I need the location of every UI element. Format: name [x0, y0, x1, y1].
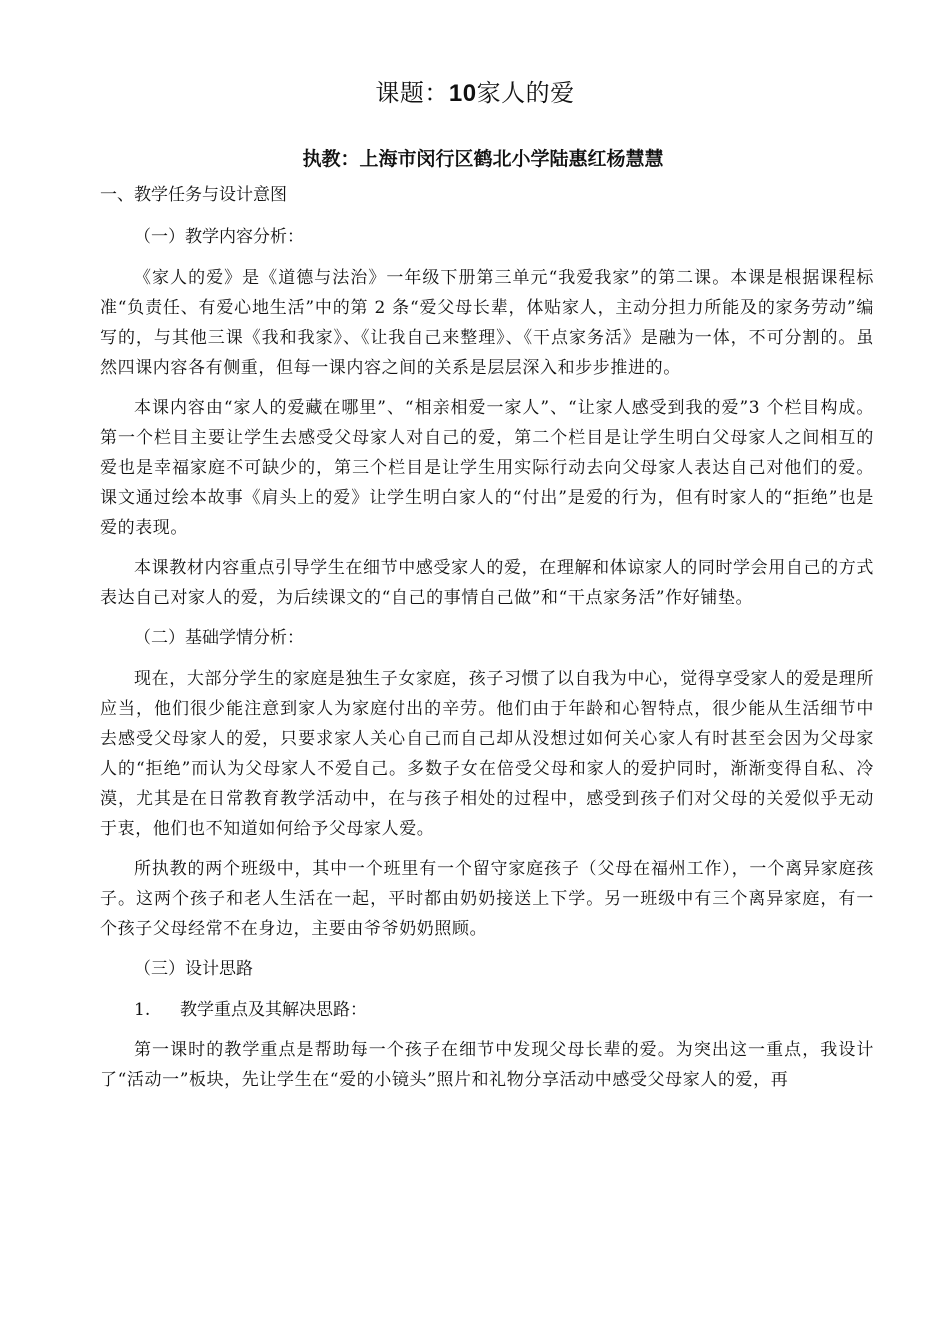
subsection-heading-design: （三）设计思路: [134, 959, 253, 979]
paragraph: 第一课时的教学重点是帮助每一个孩子在细节中发现父母长辈的爱。为突出这一重点，我设计了“活动一”板块，先让学生在“爱的小镜头”照片和礼物分享活动中感受父母家人的爱，再: [100, 1040, 874, 1090]
paragraph: 所执教的两个班级中，其中一个班里有一个留守家庭孩子（父母在福州工作），一个离异家庭孩子。这两个孩子和老人生活在一起，平时都由奶奶接送上下学。另一班级中有三个离异家庭，有一个孩子父母经常不在身边，主要由爷爷奶奶照顾。: [100, 859, 874, 939]
subsection-heading-student-analysis: （二）基础学情分析：: [134, 628, 304, 648]
document-body: [100, 180, 874, 1105]
list-item-number: 1.: [134, 1000, 151, 1020]
paragraph: 《家人的爱》是《道德与法治》一年级下册第三单元“我爱我家”的第二课。本课是根据课程标准“负责任、有爱心地生活”中的第 2 条“爱父母长辈，体贴家人，主动分担力所能及的家务劳动”编写的，与其他三课《我和我家》、《让我自己来整理》、《干点家务活》是融为一体，不可分割的。虽然四课内容各有侧重，但每一课内容之间的关系是层层深入和步步推进的。: [100, 268, 874, 378]
paragraph: 本课教材内容重点引导学生在细节中感受家人的爱，在理解和体谅家人的同时学会用自己的方式表达自己对家人的爱，为后续课文的“自己的事情自己做”和“干点家务活”作好铺垫。: [100, 558, 874, 608]
subsection-heading-content-analysis: （一）教学内容分析：: [134, 227, 304, 247]
title-prefix: 课题：: [375, 79, 449, 107]
author-text: 执教：上海市闵行区鹤北小学陆惠红杨慧慧: [302, 148, 664, 170]
section-heading: 一、教学任务与设计意图: [100, 185, 287, 205]
author-line: [0, 145, 950, 173]
list-item-text: 教学重点及其解决思路：: [180, 1000, 367, 1020]
list-item: [100, 995, 874, 1025]
title-number: 10: [448, 80, 477, 107]
paragraph: 本课内容由“家人的爱藏在哪里”、“相亲相爱一家人”、“让家人感受到我的爱”3 个栏目构成。第一个栏目主要让学生去感受父母家人对自己的爱，第二个栏目是让学生明白父母家人之间相互的爱也是幸福家庭不可缺少的，第三个栏目是让学生用实际行动去向父母家人表达自己对他们的爱。课文通过绘本故事《肩头上的爱》让学生明白家人的“付出”是爱的行为，但有时家人的“拒绝”也是爱的表现。: [100, 398, 874, 538]
lesson-title: [0, 76, 950, 111]
title-suffix: 家人的爱: [476, 79, 575, 107]
paragraph: 现在，大部分学生的家庭是独生子女家庭，孩子习惯了以自我为中心，觉得享受家人的爱是理所应当，他们很少能注意到家人为家庭付出的辛劳。他们由于年龄和心智特点，很少能从生活细节中去感受父母家人的爱，只要求家人关心自己而自己却从没想过如何关心家人有时甚至会因为父母家人的“拒绝”而认为父母家人不爱自己。多数子女在倍受父母和家人的爱护同时，渐渐变得自私、冷漠，尤其是在日常教育教学活动中，在与孩子相处的过程中，感受到孩子们对父母的关爱似乎无动于衷，他们也不知道如何给予父母家人爱。: [100, 669, 874, 839]
